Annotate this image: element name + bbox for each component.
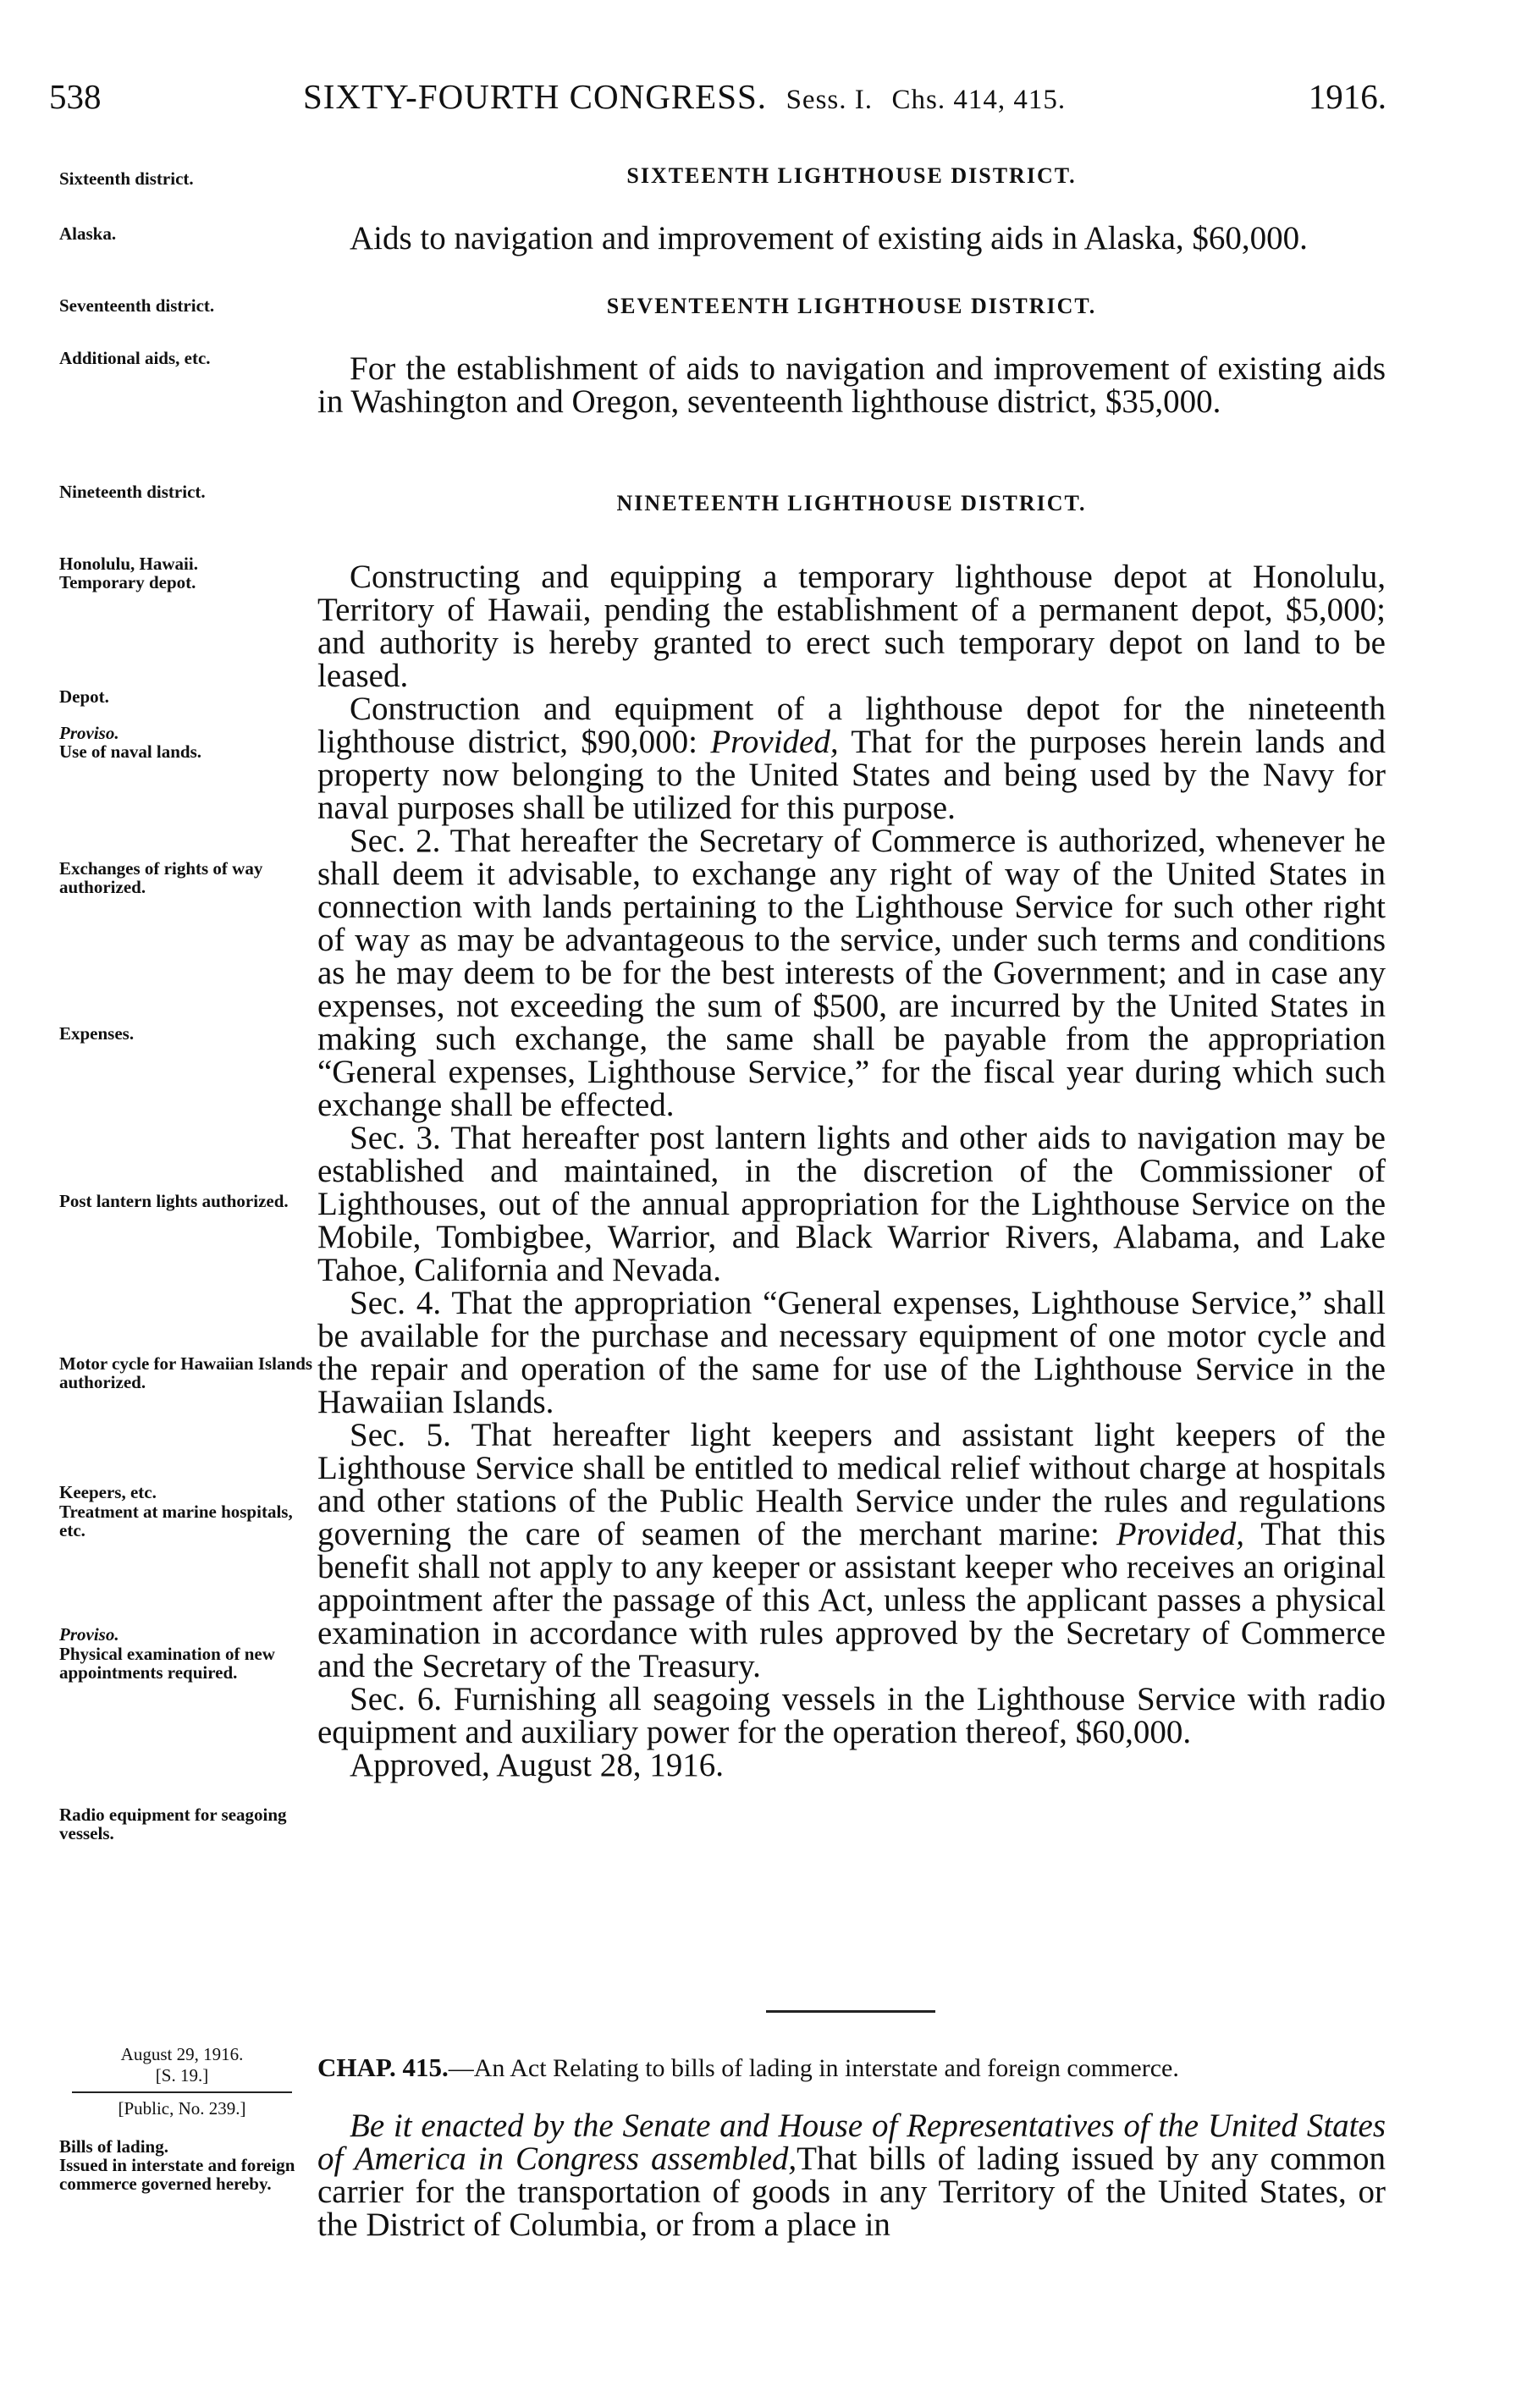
depot-text: Construction and equipment of a lighthouse depot for the nineteenth lighthouse district, $90,000:	[317, 691, 1386, 760]
proviso-word: Provided,	[1116, 1516, 1245, 1552]
paragraph-honolulu: Constructing and equipping a temporary lighthouse depot at Honolulu, Territory of Hawaii, pending the establishment of a permanent depot, $5,000; and authority is hereby granted to erect such temporary depot on land to be leased.	[317, 559, 1386, 694]
header-year: 1916.	[1308, 77, 1386, 116]
margin-note: Temporary depot.	[59, 572, 196, 592]
chapter-number: CHAP. 415.	[317, 2053, 449, 2082]
margin-note: Proviso.	[59, 1624, 119, 1645]
chapter-title	[317, 2053, 1386, 2083]
margin-note: Radio equipment for seagoing vessels.	[59, 1805, 287, 1843]
paragraph-depot	[317, 692, 1386, 824]
margin-note: Use of naval lands.	[59, 741, 202, 762]
paragraph-sec-4: Sec. 4. That the appropriation “General expenses, Lighthouse Service,” shall be available for the purchase and necessary equipment of one motor cycle and the repair and operation of the same for use of the Lighthouse Service in the Hawaiian Islands.	[317, 1285, 1386, 1420]
enacting-clause: Be it enacted by the Senate and House of Representatives of the United States of America in Congress assembled,	[317, 2108, 1386, 2177]
enacting-paragraph	[317, 2109, 1386, 2241]
margin-note: Proviso.	[59, 723, 119, 743]
running-title	[303, 76, 1066, 117]
paragraph-sec-5	[317, 1419, 1386, 1683]
margin-note: Exchanges of rights of way authorized.	[59, 858, 263, 897]
proviso-text: That for the purposes herein lands and property now belonging to the United States and being used by the Navy for naval purposes shall be utilized for this purpose.	[317, 724, 1386, 826]
chapters: Chs. 414, 415.	[891, 85, 1067, 115]
margin-note: Sixteenth district.	[59, 168, 194, 189]
sec-5-proviso: That this benefit shall not apply to any keeper or assistant keeper who receives an original appointment after the passage of this Act, unless the applicant passes a physical examination in accordance with rules approved by the Secretary of Commerce and the Secretary of the Treasury.	[317, 1516, 1386, 1684]
body-paragraph	[317, 222, 1386, 255]
senate-bill: [S. 19.]	[155, 2065, 209, 2086]
paragraph-sec-6: Sec. 6. Furnishing all seagoing vessels in the Lighthouse Service with radio equipment and auxiliary power for the operation thereof, $60,000.	[317, 1681, 1386, 1750]
approval-line: Approved, August 28, 1916.	[350, 1747, 724, 1783]
congress-name: SIXTY-FOURTH CONGRESS.	[303, 77, 768, 116]
session: Sess. I.	[786, 85, 873, 115]
paragraph-alaska: Aids to navigation and improvement of existing aids in Alaska, $60,000.	[350, 220, 1308, 256]
margin-note: Depot.	[59, 686, 109, 707]
paragraph-seventeenth: For the establishment of aids to navigation and improvement of existing aids in Washington and Oregon, seventeenth lighthouse district, $35,000.	[317, 350, 1386, 420]
body-paragraph	[317, 352, 1386, 418]
margin-note: Motor cycle for Hawaiian Islands authorized.	[59, 1353, 313, 1392]
margin-note: Keepers, etc.	[59, 1482, 157, 1502]
chapter-sidebox	[59, 2044, 305, 2119]
act-date: August 29, 1916.	[120, 2044, 244, 2064]
margin-note: Additional aids, etc.	[59, 348, 211, 368]
chapter-description: —An Act Relating to bills of lading in interstate and foreign commerce.	[448, 2054, 1179, 2082]
margin-note: Alaska.	[59, 223, 117, 244]
margin-note: Post lantern lights authorized.	[59, 1191, 289, 1211]
margin-note: Nineteenth district.	[59, 482, 206, 502]
page-header	[49, 76, 1386, 127]
margin-note: Treatment at marine hospitals, etc.	[59, 1502, 293, 1540]
section-heading: SEVENTEENTH LIGHTHOUSE DISTRICT.	[606, 294, 1097, 318]
margin-note: Bills of lading.	[59, 2136, 168, 2157]
body-paragraphs	[317, 560, 1386, 1782]
margin-note: Issued in interstate and foreign commerce governed hereby.	[59, 2155, 295, 2194]
margin-note: Honolulu, Hawaii.	[59, 554, 198, 574]
section-heading: NINETEENTH LIGHTHOUSE DISTRICT.	[616, 491, 1087, 515]
public-law-number: [Public, No. 239.]	[118, 2098, 246, 2119]
margin-note: Seventeenth district.	[59, 295, 215, 316]
margin-note: Expenses.	[59, 1023, 135, 1044]
separator-rule	[766, 2010, 935, 2013]
paragraph-sec-2: Sec. 2. That hereafter the Secretary of Commerce is authorized, whenever he shall deem it advisable, to exchange any right of way of the United States in connection with lands pertaining to the Lighthouse Service for such other right of way as may be advantageous to the service, under such terms and conditions as he may deem to be for the best interests of the Government; and in case any expenses, not exceeding the sum of $500, are incurred by the United States in making such exchange, the same shall be payable from the appropriation “General expenses, Lighthouse Service,” for the fiscal year during which such exchange shall be effected.	[317, 823, 1386, 1123]
page-number: 538	[49, 77, 102, 116]
proviso-word: Provided,	[710, 724, 839, 760]
sidebox-rule	[72, 2091, 292, 2093]
paragraph-sec-3: Sec. 3. That hereafter post lantern lights and other aids to navigation may be established and maintained, in the discretion of the Commissioner of Lighthouses, out of the annual appropriation for the Lighthouse Service on the Mobile, Tombigbee, Warrior, and Black Warrior Rivers, Alabama, and Lake Tahoe, California and Nevada.	[317, 1120, 1386, 1288]
margin-note: Physical examination of new appointments required.	[59, 1644, 275, 1683]
chapter-text: That bills of lading issued by any common carrier for the transportation of goods in any Territory of the United States, or the District of Columbia, or from a place in	[317, 2141, 1386, 2243]
sec-5-text: Sec. 5. That hereafter light keepers and assistant light keepers of the Lighthouse Service shall be entitled to medical relief without charge at hospitals and other stations of the Public Health Service under the rules and regulations governing the care of seamen of the merchant marine:	[317, 1417, 1386, 1552]
section-heading: SIXTEENTH LIGHTHOUSE DISTRICT.	[626, 163, 1077, 188]
